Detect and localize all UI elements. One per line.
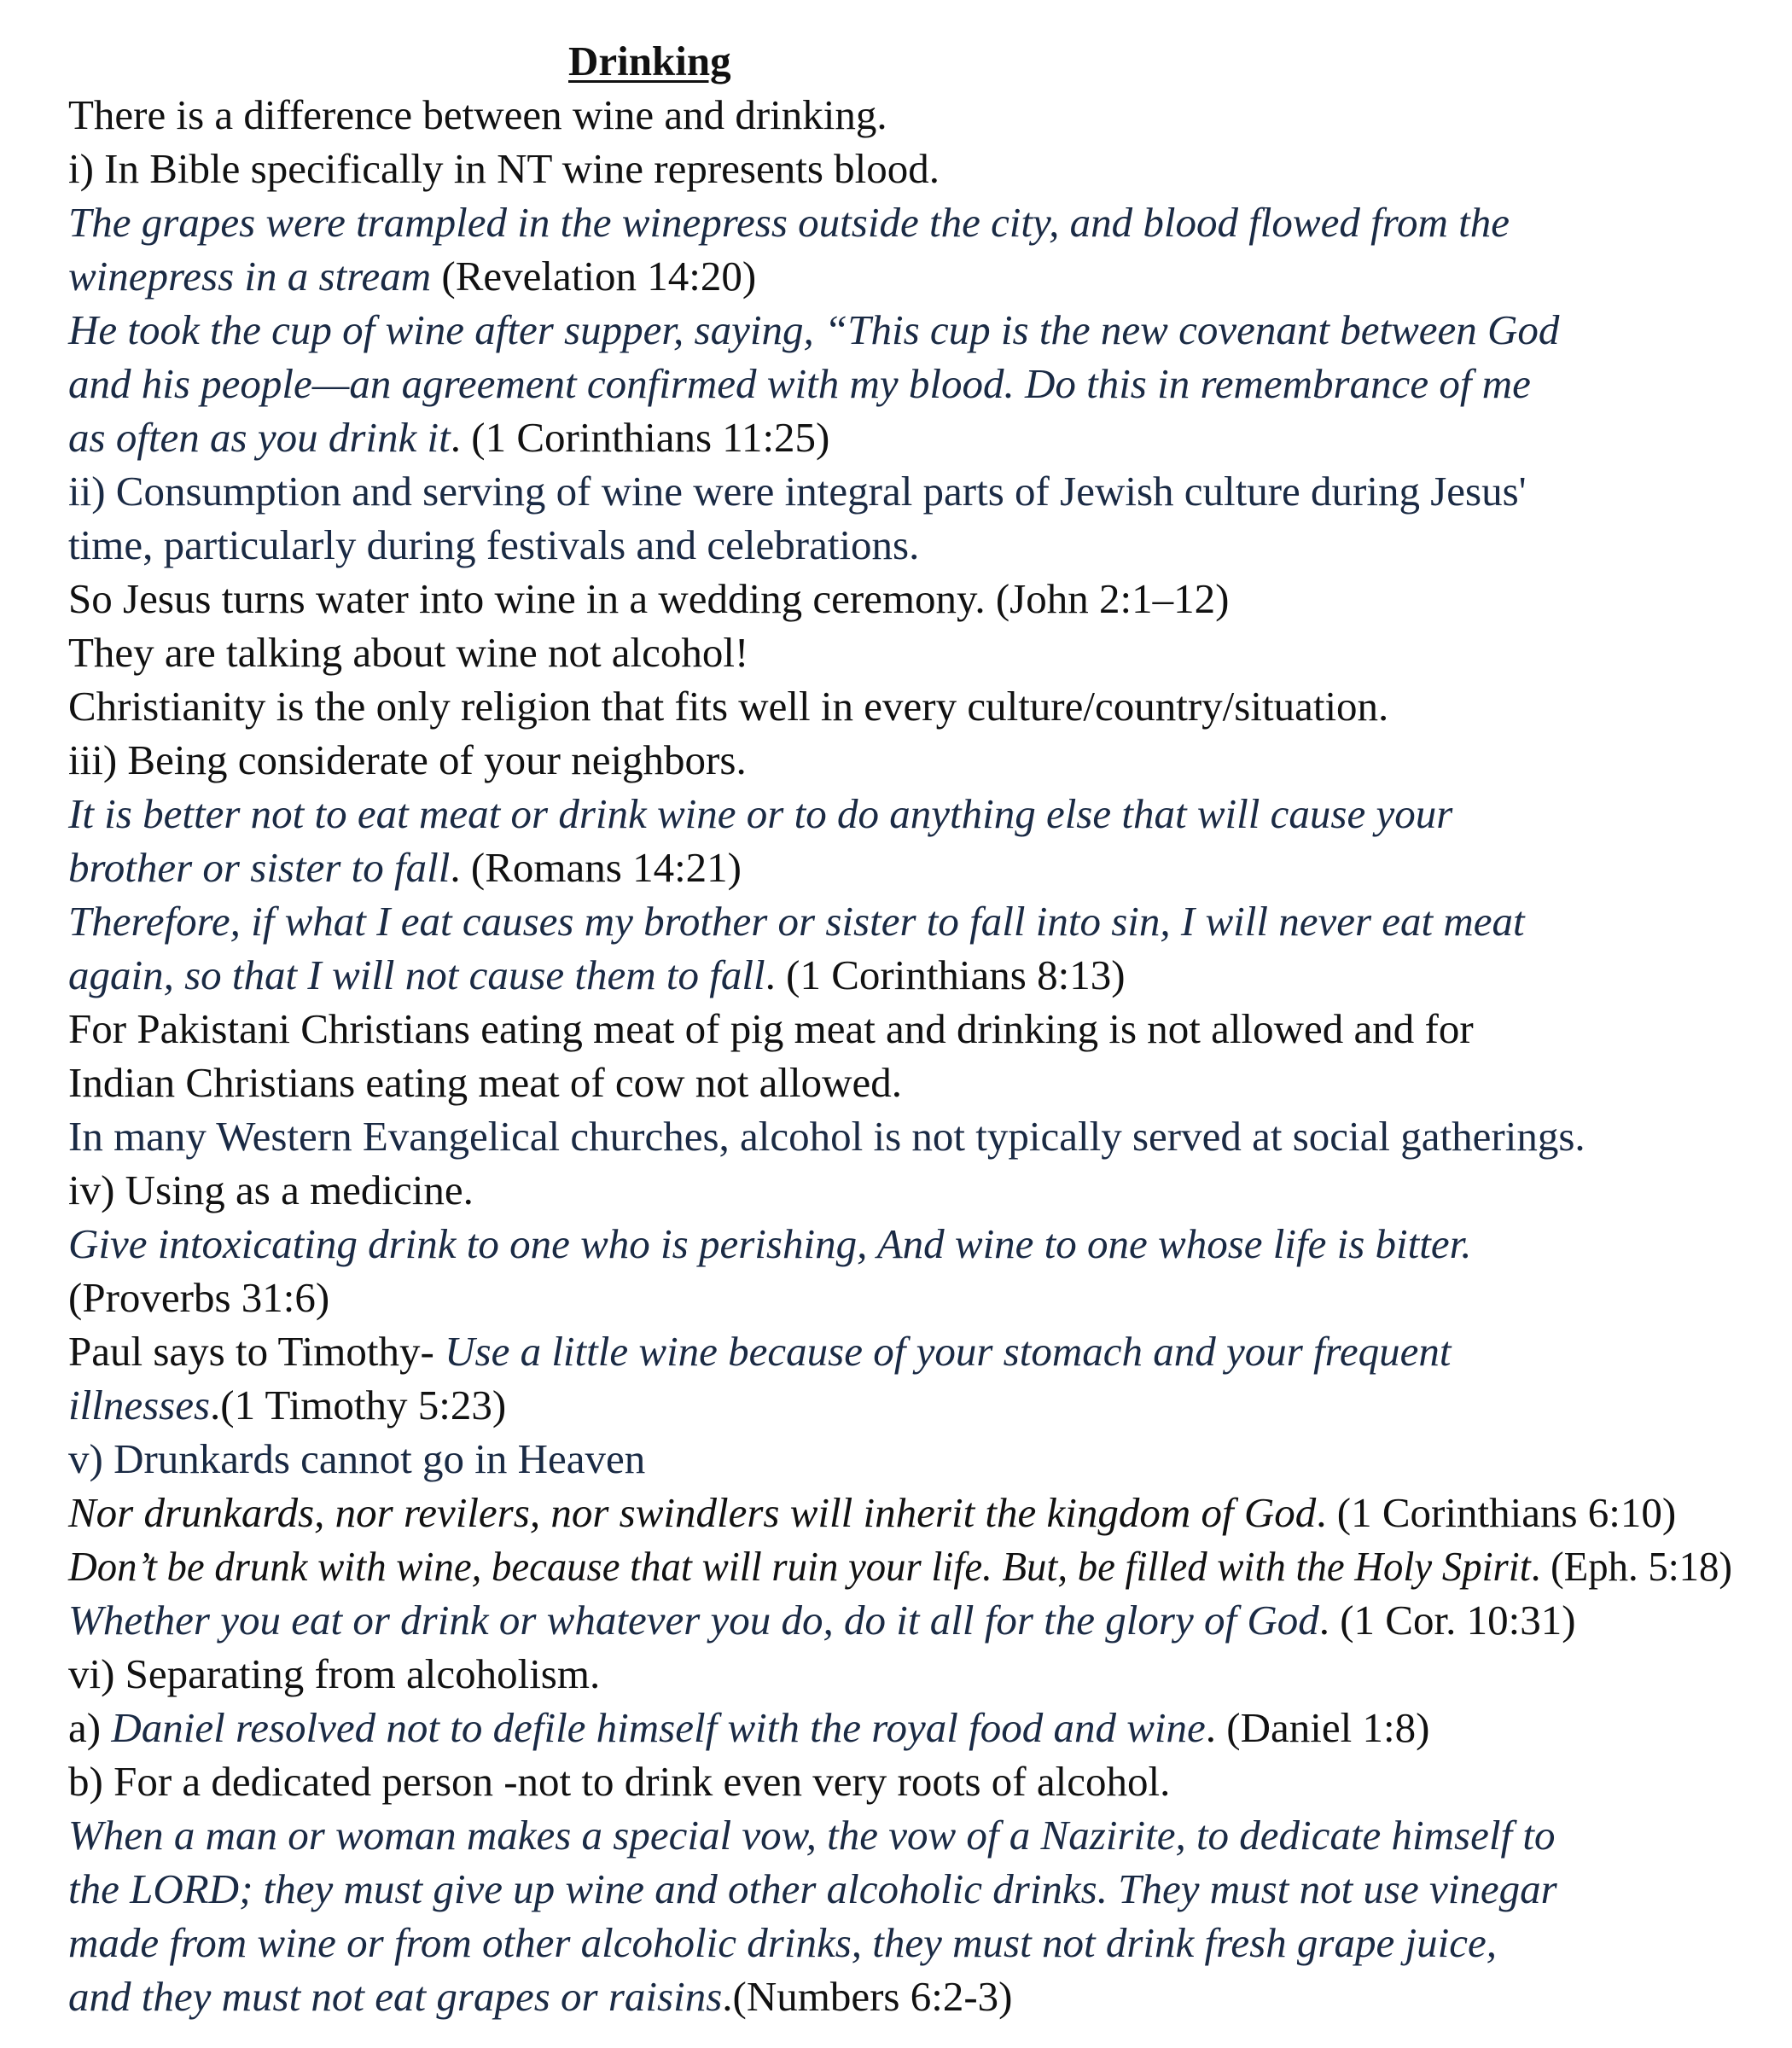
- body-text: Paul says to Timothy-: [68, 1328, 445, 1375]
- scripture-quote: [68, 1217, 1741, 1271]
- quote-text: Don’t be drunk with wine, because that will ruin your life. But, be filled with the Holy Spirit: [68, 1543, 1531, 1590]
- body-text: Indian Christians eating meat of cow not allowed.: [68, 1059, 903, 1106]
- verse-reference: . (Eph. 5:18): [1530, 1543, 1732, 1590]
- scripture-quote: [68, 894, 1741, 948]
- scripture-quote: [68, 1969, 1741, 2023]
- quote-text: It is better not to eat meat or drink wine or to do anything else that will cause your: [68, 790, 1453, 837]
- section-heading-text: vi) Separating from alcoholism.: [68, 1650, 601, 1697]
- scripture-quote: [68, 357, 1741, 410]
- scripture-quote: [68, 948, 1741, 1002]
- text-line: [68, 572, 1741, 625]
- quote-text: as often as you drink it: [68, 414, 451, 461]
- text-line: [68, 1002, 1741, 1056]
- text-line: [68, 1109, 1741, 1163]
- verse-reference: . (1 Corinthians 6:10): [1316, 1489, 1677, 1536]
- quote-text: Therefore, if what I eat causes my brother or sister to fall into sin, I will never eat meat: [68, 898, 1525, 945]
- scripture-quote: [68, 1862, 1741, 1916]
- body-text: Christianity is the only religion that fits well in every culture/country/situation.: [68, 683, 1389, 730]
- section-heading-vi: [68, 1647, 1741, 1701]
- scripture-quote: [68, 1916, 1741, 1969]
- body-text: They are talking about wine not alcohol!: [68, 629, 749, 676]
- quote-text: Daniel resolved not to defile himself with the royal food and wine: [111, 1704, 1206, 1751]
- scripture-quote: [68, 1539, 1741, 1593]
- quote-text: The grapes were trampled in the winepress outside the city, and blood flowed from the: [68, 199, 1510, 246]
- list-marker: a): [68, 1704, 112, 1751]
- quote-text: the LORD: [68, 1865, 240, 1912]
- quote-text: again, so that I will not cause them to fall: [68, 951, 765, 998]
- scripture-quote: [68, 303, 1741, 357]
- quote-text: ; they must give up wine and other alcoholic drinks. They must not use vinegar: [239, 1865, 1557, 1912]
- scripture-quote: [68, 787, 1741, 841]
- quote-text: When a man or woman makes a special vow, the vow of a Nazirite, to dedicate himself to: [68, 1812, 1556, 1859]
- body-text: In many Western Evangelical churches, alcohol is not typically served at social gatherings.: [68, 1113, 1585, 1160]
- text-line: [68, 1754, 1741, 1808]
- quote-text: Use a little wine because of your stomach and your frequent: [445, 1328, 1452, 1375]
- section-heading-text: iv) Using as a medicine.: [68, 1167, 474, 1213]
- scripture-quote: [68, 1808, 1741, 1862]
- verse-reference-line: [68, 1271, 1741, 1324]
- quote-text: illnesses: [68, 1382, 211, 1428]
- scripture-quote: [68, 195, 1741, 249]
- body-text: So Jesus turns water into wine in a wedding ceremony. (John 2:1–12): [68, 575, 1230, 622]
- scripture-quote: [68, 1486, 1741, 1539]
- scripture-quote: [68, 1593, 1741, 1647]
- quote-text: Nor drunkards, nor revilers, nor swindlers will inherit the kingdom of God: [68, 1489, 1317, 1536]
- body-text: time, particularly during festivals and celebrations.: [68, 521, 920, 568]
- verse-reference: (Proverbs 31:6): [68, 1274, 330, 1321]
- quote-text: winepress in a stream: [68, 253, 432, 300]
- section-heading-text: i) In Bible specifically in NT wine represents blood.: [68, 145, 940, 192]
- body-text: For Pakistani Christians eating meat of pig meat and drinking is not allowed and for: [68, 1005, 1474, 1052]
- section-heading-iv: [68, 1163, 1741, 1217]
- section-heading-iii: [68, 733, 1741, 787]
- document-page: [68, 34, 1741, 2023]
- verse-reference: .(1 Timothy 5:23): [210, 1382, 507, 1428]
- verse-reference: . (1 Cor. 10:31): [1318, 1597, 1576, 1644]
- section-heading-v: [68, 1432, 1741, 1486]
- verse-reference: (Revelation 14:20): [431, 253, 757, 300]
- section-heading-i: [68, 142, 1741, 195]
- scripture-quote: [68, 1324, 1741, 1378]
- quote-text: and they must not eat grapes or raisins: [68, 1973, 723, 2020]
- text-line: [68, 518, 1741, 572]
- section-heading-text: ii) Consumption and serving of wine were integral parts of Jewish culture during Jesus': [68, 468, 1527, 515]
- body-text: b) For a dedicated person -not to drink even very roots of alcohol.: [68, 1758, 1171, 1805]
- page-title: Drinking: [568, 38, 731, 84]
- scripture-quote: [68, 410, 1741, 464]
- text-line: [68, 679, 1741, 733]
- section-heading-text: v) Drunkards cannot go in Heaven: [68, 1435, 646, 1482]
- verse-reference: . (1 Corinthians 8:13): [765, 951, 1126, 998]
- text-line: [68, 88, 1741, 142]
- quote-text: and his people—an agreement confirmed with my blood. Do this in remembrance of me: [68, 360, 1531, 407]
- verse-reference: . (Daniel 1:8): [1205, 1704, 1430, 1751]
- scripture-quote: [68, 1378, 1741, 1432]
- verse-reference: .(Numbers 6:2-3): [722, 1973, 1013, 2020]
- section-heading-text: iii) Being considerate of your neighbors.: [68, 736, 747, 783]
- scripture-quote: [68, 841, 1741, 894]
- quote-text: brother or sister to fall: [68, 844, 451, 891]
- text-line: [68, 625, 1741, 679]
- quote-text: made from wine or from other alcoholic drinks, they must not drink fresh grape juice,: [68, 1919, 1497, 1966]
- quote-text: Whether you eat or drink or whatever you do, do it all for the glory of God: [68, 1597, 1319, 1644]
- scripture-quote: [68, 1701, 1741, 1754]
- section-heading-ii: [68, 464, 1741, 518]
- scripture-quote: [68, 249, 1741, 303]
- quote-text: He took the cup of wine after supper, saying, “This cup is the new covenant between God: [68, 306, 1560, 353]
- quote-text: Give intoxicating drink to one who is perishing, And wine to one whose life is bitter.: [68, 1220, 1472, 1267]
- text-line: [68, 1056, 1741, 1109]
- verse-reference: . (1 Corinthians 11:25): [450, 414, 830, 461]
- verse-reference: . (Romans 14:21): [450, 844, 742, 891]
- body-text: There is a difference between wine and drinking.: [68, 91, 887, 138]
